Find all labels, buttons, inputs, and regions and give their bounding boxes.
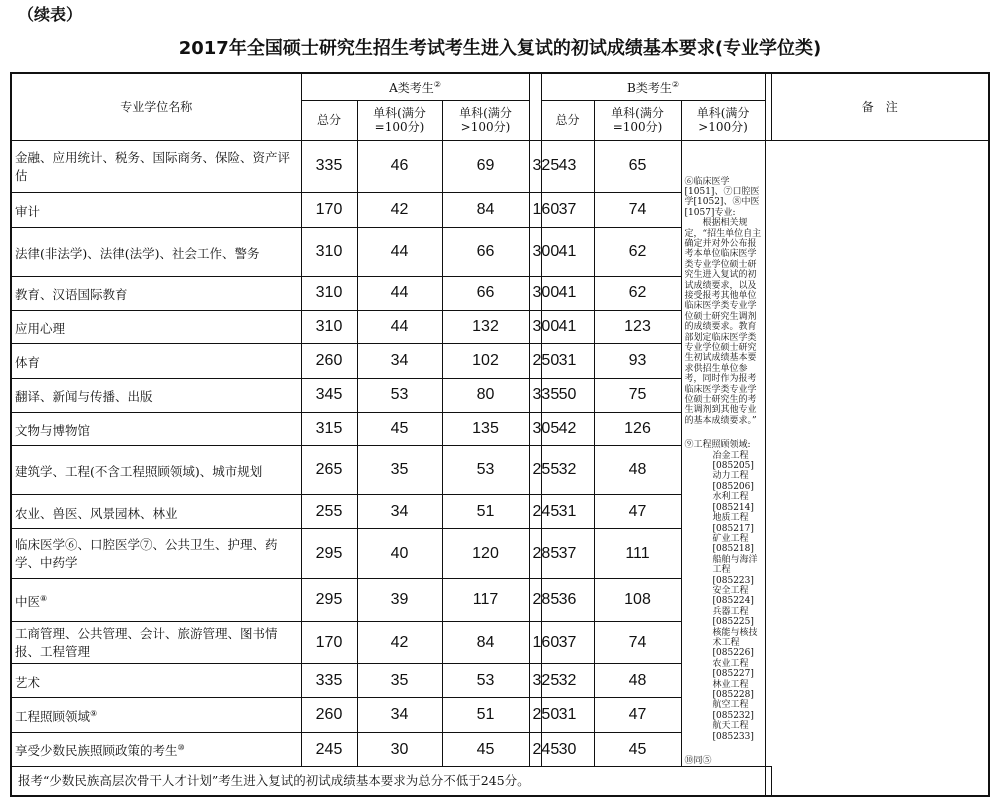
a-total-cell: 255 — [301, 495, 357, 529]
b-total-cell: 250 — [529, 344, 541, 379]
row-name: 体育 — [11, 344, 301, 379]
a-total-cell: 170 — [301, 193, 357, 228]
a-single-over100-cell: 53 — [442, 446, 529, 495]
header-a-total: 总分 — [301, 100, 357, 140]
b-total-cell: 160 — [529, 193, 541, 228]
row-name: 翻译、新闻与传播、出版 — [11, 378, 301, 412]
footer-note: 报考“少数民族高层次骨干人才计划”考生进入复试的初试成绩基本要求为总分不低于245分。 — [11, 767, 765, 796]
table-row — [11, 193, 989, 228]
header-a-single-over100: 单科(满分>100分) — [442, 100, 529, 140]
a-single-over100-cell: 53 — [442, 664, 529, 698]
row-name: 法律(非法学)、法律(法学)、社会工作、警务 — [11, 227, 301, 276]
b-single100-cell: 50 — [541, 378, 594, 412]
b-total-cell: 325 — [529, 664, 541, 698]
table-row — [11, 495, 989, 529]
note-medical — [685, 177, 762, 427]
engineering-field: 动力工程[085206] — [712, 471, 754, 492]
table-row — [11, 621, 989, 664]
header-b-total: 总分 — [541, 100, 594, 140]
a-single100-cell: 42 — [357, 621, 442, 664]
a-total-cell: 245 — [301, 732, 357, 767]
header-remarks: 备 注 — [771, 73, 989, 140]
b-single-over100-cell: 62 — [594, 277, 681, 311]
b-total-cell: 245 — [529, 732, 541, 767]
b-total-cell: 325 — [529, 140, 541, 193]
b-single100-cell: 41 — [541, 227, 594, 276]
a-total-cell: 335 — [301, 140, 357, 193]
a-total-cell: 345 — [301, 378, 357, 412]
table-row — [11, 664, 989, 698]
a-single-over100-cell: 66 — [442, 277, 529, 311]
note-engineering-title: ⑨工程照顾领域: — [684, 440, 751, 451]
a-single100-cell: 42 — [357, 193, 442, 228]
b-total-cell: 300 — [529, 227, 541, 276]
table-row — [11, 344, 989, 379]
row-name: 工程照顾领域⑨ — [11, 697, 301, 732]
engineering-field: 兵器工程[085225] — [712, 606, 754, 628]
table-row — [11, 528, 989, 578]
b-single100-cell: 37 — [541, 193, 594, 228]
table-row — [11, 579, 989, 622]
b-single-over100-cell: 93 — [594, 344, 681, 379]
b-total-cell: 285 — [529, 528, 541, 578]
column-gap — [529, 73, 541, 140]
header-a-single100: 单科(满分=100分) — [357, 100, 442, 140]
table-row — [11, 378, 989, 412]
a-single100-cell: 34 — [357, 344, 442, 379]
a-single100-cell: 39 — [357, 579, 442, 622]
a-single100-cell: 35 — [357, 664, 442, 698]
note-engineering — [685, 440, 762, 742]
a-single-over100-cell: 84 — [442, 621, 529, 664]
row-name: 审计 — [11, 193, 301, 228]
b-single-over100-cell: 65 — [594, 140, 681, 193]
b-total-cell: 250 — [529, 697, 541, 732]
b-total-cell: 285 — [529, 579, 541, 622]
row-name: 艺术 — [11, 664, 301, 698]
a-single-over100-cell: 51 — [442, 495, 529, 529]
row-name: 工商管理、公共管理、会计、旅游管理、图书情报、工程管理 — [11, 621, 301, 664]
b-total-cell: 160 — [529, 621, 541, 664]
b-single100-cell: 41 — [541, 310, 594, 344]
header-b-single-over100: 单科(满分>100分) — [681, 100, 765, 140]
score-table — [10, 72, 990, 797]
engineering-field: 安全工程[085224] — [712, 585, 754, 607]
a-single100-cell: 44 — [357, 227, 442, 276]
a-single-over100-cell: 80 — [442, 378, 529, 412]
a-single-over100-cell: 120 — [442, 528, 529, 578]
engineering-field: 矿业工程[085218] — [712, 533, 754, 555]
remarks-cell — [681, 140, 765, 767]
continued-label: （续表） — [18, 5, 83, 24]
table-row — [11, 277, 989, 311]
a-single100-cell: 44 — [357, 310, 442, 344]
b-single-over100-cell: 123 — [594, 310, 681, 344]
a-total-cell: 295 — [301, 528, 357, 578]
b-single100-cell: 43 — [541, 140, 594, 193]
b-single-over100-cell: 126 — [594, 412, 681, 446]
b-single100-cell: 31 — [541, 344, 594, 379]
b-single-over100-cell: 75 — [594, 378, 681, 412]
b-single-over100-cell: 47 — [594, 495, 681, 529]
a-single-over100-cell: 102 — [442, 344, 529, 379]
a-single100-cell: 30 — [357, 732, 442, 767]
b-single-over100-cell: 74 — [594, 621, 681, 664]
a-single100-cell: 34 — [357, 495, 442, 529]
b-single100-cell: 31 — [541, 495, 594, 529]
a-total-cell: 335 — [301, 664, 357, 698]
engineering-field: 冶金工程[085205] — [712, 450, 754, 472]
b-single100-cell: 37 — [541, 528, 594, 578]
table-row — [11, 227, 989, 276]
table-row — [11, 732, 989, 767]
a-total-cell: 295 — [301, 579, 357, 622]
b-single-over100-cell: 45 — [594, 732, 681, 767]
a-total-cell: 260 — [301, 344, 357, 379]
a-total-cell: 315 — [301, 412, 357, 446]
note-minority: ⑩同⑤ — [684, 756, 712, 767]
b-total-cell: 300 — [529, 310, 541, 344]
header-name: 专业学位名称 — [11, 73, 301, 140]
page-title: 2017年全国硕士研究生招生考试考生进入复试的初试成绩基本要求(专业学位类) — [178, 38, 822, 59]
note-medical-title: ⑥临床医学[1051]、⑦口腔医学[1052]、⑧中医[1057]专业: — [684, 176, 760, 218]
b-single-over100-cell: 108 — [594, 579, 681, 622]
b-single100-cell: 32 — [541, 446, 594, 495]
engineering-field: 航天工程[085233] — [712, 721, 754, 742]
a-single-over100-cell: 51 — [442, 697, 529, 732]
a-total-cell: 260 — [301, 697, 357, 732]
engineering-field: 船舶与海洋工程[085223] — [712, 554, 758, 586]
a-single100-cell: 35 — [357, 446, 442, 495]
a-single-over100-cell: 66 — [442, 227, 529, 276]
b-single100-cell: 36 — [541, 579, 594, 622]
row-name: 建筑学、工程(不含工程照顾领域)、城市规划 — [11, 446, 301, 495]
a-total-cell: 170 — [301, 621, 357, 664]
a-single-over100-cell: 135 — [442, 412, 529, 446]
engineering-field: 核能与核技术工程[085226] — [712, 627, 758, 659]
a-single-over100-cell: 132 — [442, 310, 529, 344]
b-single100-cell: 30 — [541, 732, 594, 767]
a-single-over100-cell: 84 — [442, 193, 529, 228]
a-total-cell: 310 — [301, 277, 357, 311]
b-total-cell: 255 — [529, 446, 541, 495]
a-single100-cell: 44 — [357, 277, 442, 311]
row-name: 应用心理 — [11, 310, 301, 344]
b-single100-cell: 42 — [541, 412, 594, 446]
engineering-field: 航空工程[085232] — [712, 700, 754, 721]
header-b-single100: 单科(满分=100分) — [594, 100, 681, 140]
b-single-over100-cell: 111 — [594, 528, 681, 578]
b-single-over100-cell: 47 — [594, 697, 681, 732]
a-single100-cell: 40 — [357, 528, 442, 578]
engineering-field: 地质工程[085217] — [712, 513, 754, 534]
a-single100-cell: 53 — [357, 378, 442, 412]
row-name: 中医⑧ — [11, 579, 301, 622]
b-single-over100-cell: 74 — [594, 193, 681, 228]
a-single-over100-cell: 117 — [442, 579, 529, 622]
a-total-cell: 310 — [301, 227, 357, 276]
a-total-cell: 310 — [301, 310, 357, 344]
header-group-a: A类考生② — [301, 73, 529, 100]
row-name: 农业、兽医、风景园林、林业 — [11, 495, 301, 529]
row-name: 教育、汉语国际教育 — [11, 277, 301, 311]
b-single-over100-cell: 62 — [594, 227, 681, 276]
b-single100-cell: 41 — [541, 277, 594, 311]
b-total-cell: 305 — [529, 412, 541, 446]
a-single-over100-cell: 45 — [442, 732, 529, 767]
b-single100-cell: 32 — [541, 664, 594, 698]
engineering-field: 林业工程[085228] — [712, 679, 754, 700]
row-name: 文物与博物馆 — [11, 412, 301, 446]
engineering-field: 农业工程[085227] — [712, 658, 754, 680]
table-row — [11, 697, 989, 732]
row-name: 临床医学⑥、口腔医学⑦、公共卫生、护理、药学、中药学 — [11, 528, 301, 578]
footer-remarks — [765, 767, 771, 796]
table-row — [11, 310, 989, 344]
b-single-over100-cell: 48 — [594, 664, 681, 698]
b-single100-cell: 37 — [541, 621, 594, 664]
a-single100-cell: 45 — [357, 412, 442, 446]
b-total-cell: 335 — [529, 378, 541, 412]
b-total-cell: 300 — [529, 277, 541, 311]
note-medical-body: 根据相关规定，“招生单位自主确定并对外公布报考本单位临床医学类专业学位硕士研究生进入复试的初试成绩要求，以及接受报考其他单位临床医学类专业学位硕士研究生调剂的成绩要求。教育部划定临床医学类专业学位硕士研究生初试成绩基本要求供招生单位参考，同时作为报考临床医学类专业学位硕士研究生的考生调剂到其他专业的基本成绩要求。” — [684, 218, 762, 426]
a-single100-cell: 34 — [357, 697, 442, 732]
header-group-b: B类考生② — [541, 73, 765, 100]
table-row — [11, 412, 989, 446]
b-single-over100-cell: 48 — [594, 446, 681, 495]
table-row — [11, 140, 989, 193]
engineering-field: 水利工程[085214] — [712, 492, 754, 513]
row-name: 金融、应用统计、税务、国际商务、保险、资产评估 — [11, 140, 301, 193]
a-single100-cell: 46 — [357, 140, 442, 193]
a-total-cell: 265 — [301, 446, 357, 495]
b-total-cell: 245 — [529, 495, 541, 529]
b-single100-cell: 31 — [541, 697, 594, 732]
a-single-over100-cell: 69 — [442, 140, 529, 193]
table-row — [11, 446, 989, 495]
row-name: 享受少数民族照顾政策的考生⑩ — [11, 732, 301, 767]
